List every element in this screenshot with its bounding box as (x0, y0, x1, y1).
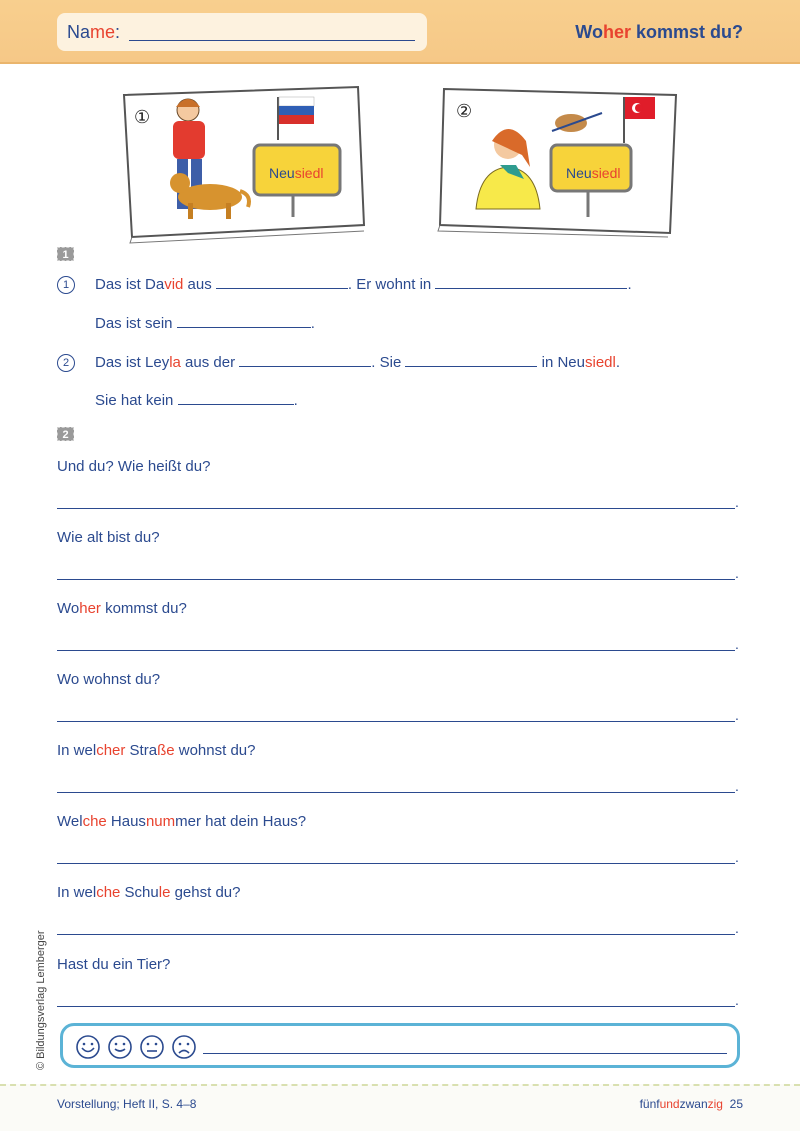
picture-leyla (436, 85, 686, 245)
picture-number: ② (456, 101, 473, 121)
sentence-david-pet: Das ist sein . (95, 315, 315, 332)
answer-period: . (735, 565, 739, 581)
picture-david (118, 85, 368, 245)
answer-line[interactable] (57, 934, 735, 935)
question-text: Wo wohnst du? (57, 671, 161, 688)
sad-face-icon[interactable] (171, 1034, 197, 1060)
answer-period: . (735, 849, 739, 865)
name-box (57, 13, 427, 51)
town-sign-text: Neusiedl (566, 165, 621, 181)
picture-number: ① (134, 107, 151, 127)
question-text: Woher kommst du? (57, 600, 187, 617)
page-number-area: fünfundzwanzig 25 (639, 1097, 743, 1111)
question-text: Und du? Wie heißt du? (57, 458, 211, 475)
answer-period: . (735, 636, 739, 652)
sentence-leyla-origin: Das ist Leyla aus der . Sie in Neusiedl. (95, 354, 621, 371)
answer-period: . (735, 778, 739, 794)
question-text: In welche Schule gehst du? (57, 884, 241, 901)
question-text: Welche Hausnummer hat dein Haus? (57, 813, 307, 830)
answer-period: . (735, 707, 739, 723)
answer-period: . (735, 920, 739, 936)
blank-field[interactable] (239, 355, 371, 367)
task-badge-2: 2 (57, 427, 74, 441)
page-title: Woher kommst du? (575, 22, 743, 42)
sentence-david-origin: Das ist David aus . Er wohnt in . (95, 276, 632, 293)
question-text: Wie alt bist du? (57, 529, 160, 546)
answer-line[interactable] (57, 579, 735, 580)
number-circle-2: 2 (57, 354, 75, 372)
name-input-line[interactable] (129, 40, 415, 41)
answer-line[interactable] (57, 650, 735, 651)
answer-period: . (735, 992, 739, 1008)
answer-line[interactable] (57, 863, 735, 864)
neutral-face-icon[interactable] (139, 1034, 165, 1060)
header-band (0, 0, 800, 64)
name-label: Name: (67, 22, 121, 42)
self-assessment-box (60, 1023, 740, 1068)
blank-field[interactable] (435, 277, 627, 289)
blank-field[interactable] (178, 393, 294, 405)
number-circle-1: 1 (57, 276, 75, 294)
answer-line[interactable] (57, 721, 735, 722)
answer-line[interactable] (57, 792, 735, 793)
footer-reference: Vorstellung; Heft II, S. 4–8 (57, 1097, 197, 1111)
question-text: In welcher Straße wohnst du? (57, 742, 256, 759)
feedback-input-line[interactable] (203, 1053, 727, 1054)
answer-line[interactable] (57, 1006, 735, 1007)
blank-field[interactable] (216, 277, 348, 289)
question-text: Hast du ein Tier? (57, 956, 171, 973)
big-smile-icon[interactable] (75, 1034, 101, 1060)
town-sign-text: Neusiedl (269, 165, 324, 181)
task-badge-1: 1 (57, 247, 74, 261)
answer-line[interactable] (57, 508, 735, 509)
sentence-leyla-pet: Sie hat kein . (95, 392, 298, 409)
copyright-note: © Bildungsverlag Lemberger (35, 930, 47, 1070)
answer-period: . (735, 494, 739, 510)
blank-field[interactable] (177, 316, 311, 328)
smile-icon[interactable] (107, 1034, 133, 1060)
blank-field[interactable] (405, 355, 537, 367)
page-number: 25 (729, 1097, 743, 1111)
